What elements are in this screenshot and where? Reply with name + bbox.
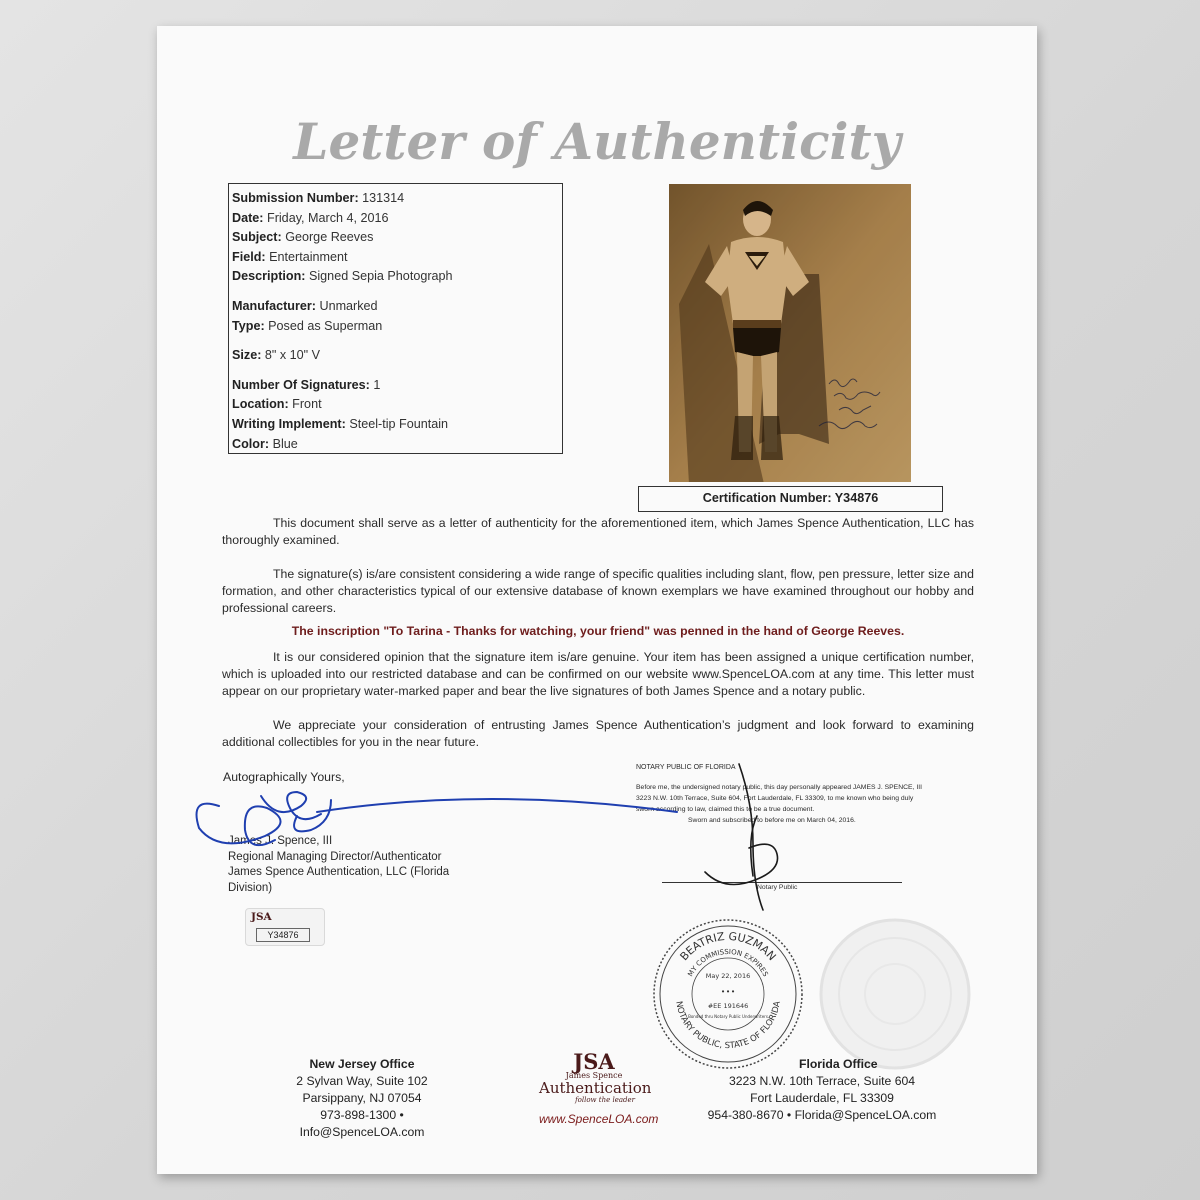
- logo-authentication: Authentication: [539, 1079, 652, 1097]
- detail-label: Type:: [232, 318, 265, 333]
- nj-office-address: 2 Sylvan Way, Suite 102: [296, 1074, 428, 1088]
- logo-jsa-text: JSA: [573, 1049, 615, 1074]
- jsa-logo: [539, 1049, 659, 1126]
- detail-label: Location:: [232, 397, 289, 412]
- logo-sub: James Spence: [565, 1071, 623, 1080]
- closing-salutation: Autographically Yours,: [223, 770, 345, 784]
- seal-expires: May 22, 2016: [705, 972, 751, 980]
- detail-label: Submission Number:: [232, 191, 359, 205]
- nj-office-title: New Jersey Office: [309, 1057, 415, 1071]
- detail-value: Signed Sepia Photograph: [308, 269, 453, 284]
- detail-value: Posed as Superman: [268, 318, 383, 333]
- fl-office-address: 3223 N.W. 10th Terrace, Suite 604: [728, 1074, 916, 1088]
- notary-label: Notary Public: [757, 884, 798, 891]
- new-jersey-office: [267, 1056, 457, 1141]
- seal-commission: MY COMMISSION EXPIRES: [686, 947, 770, 978]
- detail-value: 1: [373, 377, 381, 392]
- fl-office-contact: 954-380-8670 • Florida@SpenceLOA.com: [707, 1108, 937, 1122]
- detail-label: Number Of Signatures:: [232, 377, 370, 392]
- website-link[interactable]: www.SpenceLOA.com: [539, 1112, 659, 1126]
- detail-label: Size:: [232, 348, 262, 363]
- paragraph-appreciation: We appreciate your consideration of entrusting James Spence Authentication’s judgment and look forward to examining additional collectibles for you in the near future.: [222, 718, 974, 749]
- detail-label: Subject:: [232, 230, 282, 245]
- signer-company: James Spence Authentication, LLC (Florida Division): [228, 866, 450, 894]
- letter-page: [157, 26, 1037, 1174]
- paragraph-consistency: The signature(s) is/are consistent considering a wide range of specific qualities including slant, flow, pen pressure, letter size and formation, and other characteristics typical of our extensive database of known exemplars we have examined throughout our hobby and professional careers.: [222, 567, 974, 615]
- detail-value: 8" x 10" V: [264, 348, 321, 363]
- nj-office-city: Parsippany, NJ 07054: [302, 1091, 422, 1105]
- paragraph-opinion: It is our considered opinion that the signature item is/are genuine. Your item has been assigned a unique certification number, which is uploaded into our restricted database and can be confirmed on our website www.SpenceLOA.com at any time. This letter must appear on our proprietary water-marked paper and bear the live signatures of both James Spence and a notary public.: [222, 650, 974, 698]
- nj-office-contact: 973-898-1300 • Info@SpenceLOA.com: [299, 1108, 425, 1139]
- inscription-note: The inscription "To Tarina - Thanks for watching, your friend" was penned in the hand of George Reeves.: [291, 624, 905, 638]
- detail-label: Color:: [232, 436, 270, 451]
- signer-name: James J. Spence, III: [228, 835, 333, 847]
- seal-bonded: Bonded thru Notary Public Underwriters: [688, 1014, 768, 1019]
- detail-value: George Reeves: [285, 230, 374, 245]
- detail-value: Steel-tip Fountain: [349, 416, 449, 431]
- detail-label: Manufacturer:: [232, 298, 316, 313]
- letter-title: Letter of Authenticity: [293, 112, 901, 171]
- notary-sworn: Sworn and subscribed to before me on March 04, 2016.: [688, 817, 856, 824]
- detail-value: Unmarked: [319, 298, 378, 313]
- notary-title: NOTARY PUBLIC OF FLORIDA: [636, 764, 736, 771]
- sticker-number: Y34876: [256, 928, 310, 942]
- sticker-logo: JSA: [251, 911, 272, 923]
- detail-label: Field:: [232, 249, 266, 264]
- fl-office-city: Fort Lauderdale, FL 33309: [750, 1091, 894, 1105]
- notary-stamp: [650, 916, 806, 1072]
- seal-state: NOTARY PUBLIC, STATE OF FLORIDA: [673, 1000, 783, 1052]
- detail-value: 131314: [362, 191, 405, 205]
- detail-value: Front: [292, 397, 322, 412]
- paragraph-intro: This document shall serve as a letter of authenticity for the aforementioned item, which James Spence Authentication, LLC has thoroughly examined.: [222, 516, 974, 547]
- embossed-notary-seal: [815, 914, 975, 1074]
- fl-office-title: Florida Office: [799, 1057, 878, 1071]
- detail-label: Writing Implement:: [232, 416, 346, 431]
- seal-name: BEATRIZ GUZMAN: [677, 929, 779, 964]
- detail-label: Date:: [232, 210, 264, 225]
- svg-text:• • •: • • •: [721, 987, 735, 996]
- logo-tagline: follow the leader: [575, 1096, 635, 1104]
- detail-value: Blue: [272, 436, 298, 451]
- detail-label: Description:: [232, 269, 306, 284]
- seal-number: #EE 191646: [707, 1002, 749, 1010]
- florida-office: [687, 1056, 957, 1124]
- signer-title: Regional Managing Director/Authenticator: [228, 850, 442, 863]
- detail-value: Entertainment: [269, 249, 348, 264]
- jsa-hologram-sticker: [245, 908, 325, 946]
- detail-value: Friday, March 4, 2016: [267, 210, 389, 225]
- certification-number: Certification Number: Y34876: [638, 486, 943, 512]
- notary-statement: Before me, the undersigned notary public, this day personally appeared JAMES J. SPENCE, III 3223 N.W. 10th Terrace, Suite 604, Fort Lauderdale, FL 33309, to me known who being duly sworn according to law, claimed this to be a true document.: [636, 784, 922, 813]
